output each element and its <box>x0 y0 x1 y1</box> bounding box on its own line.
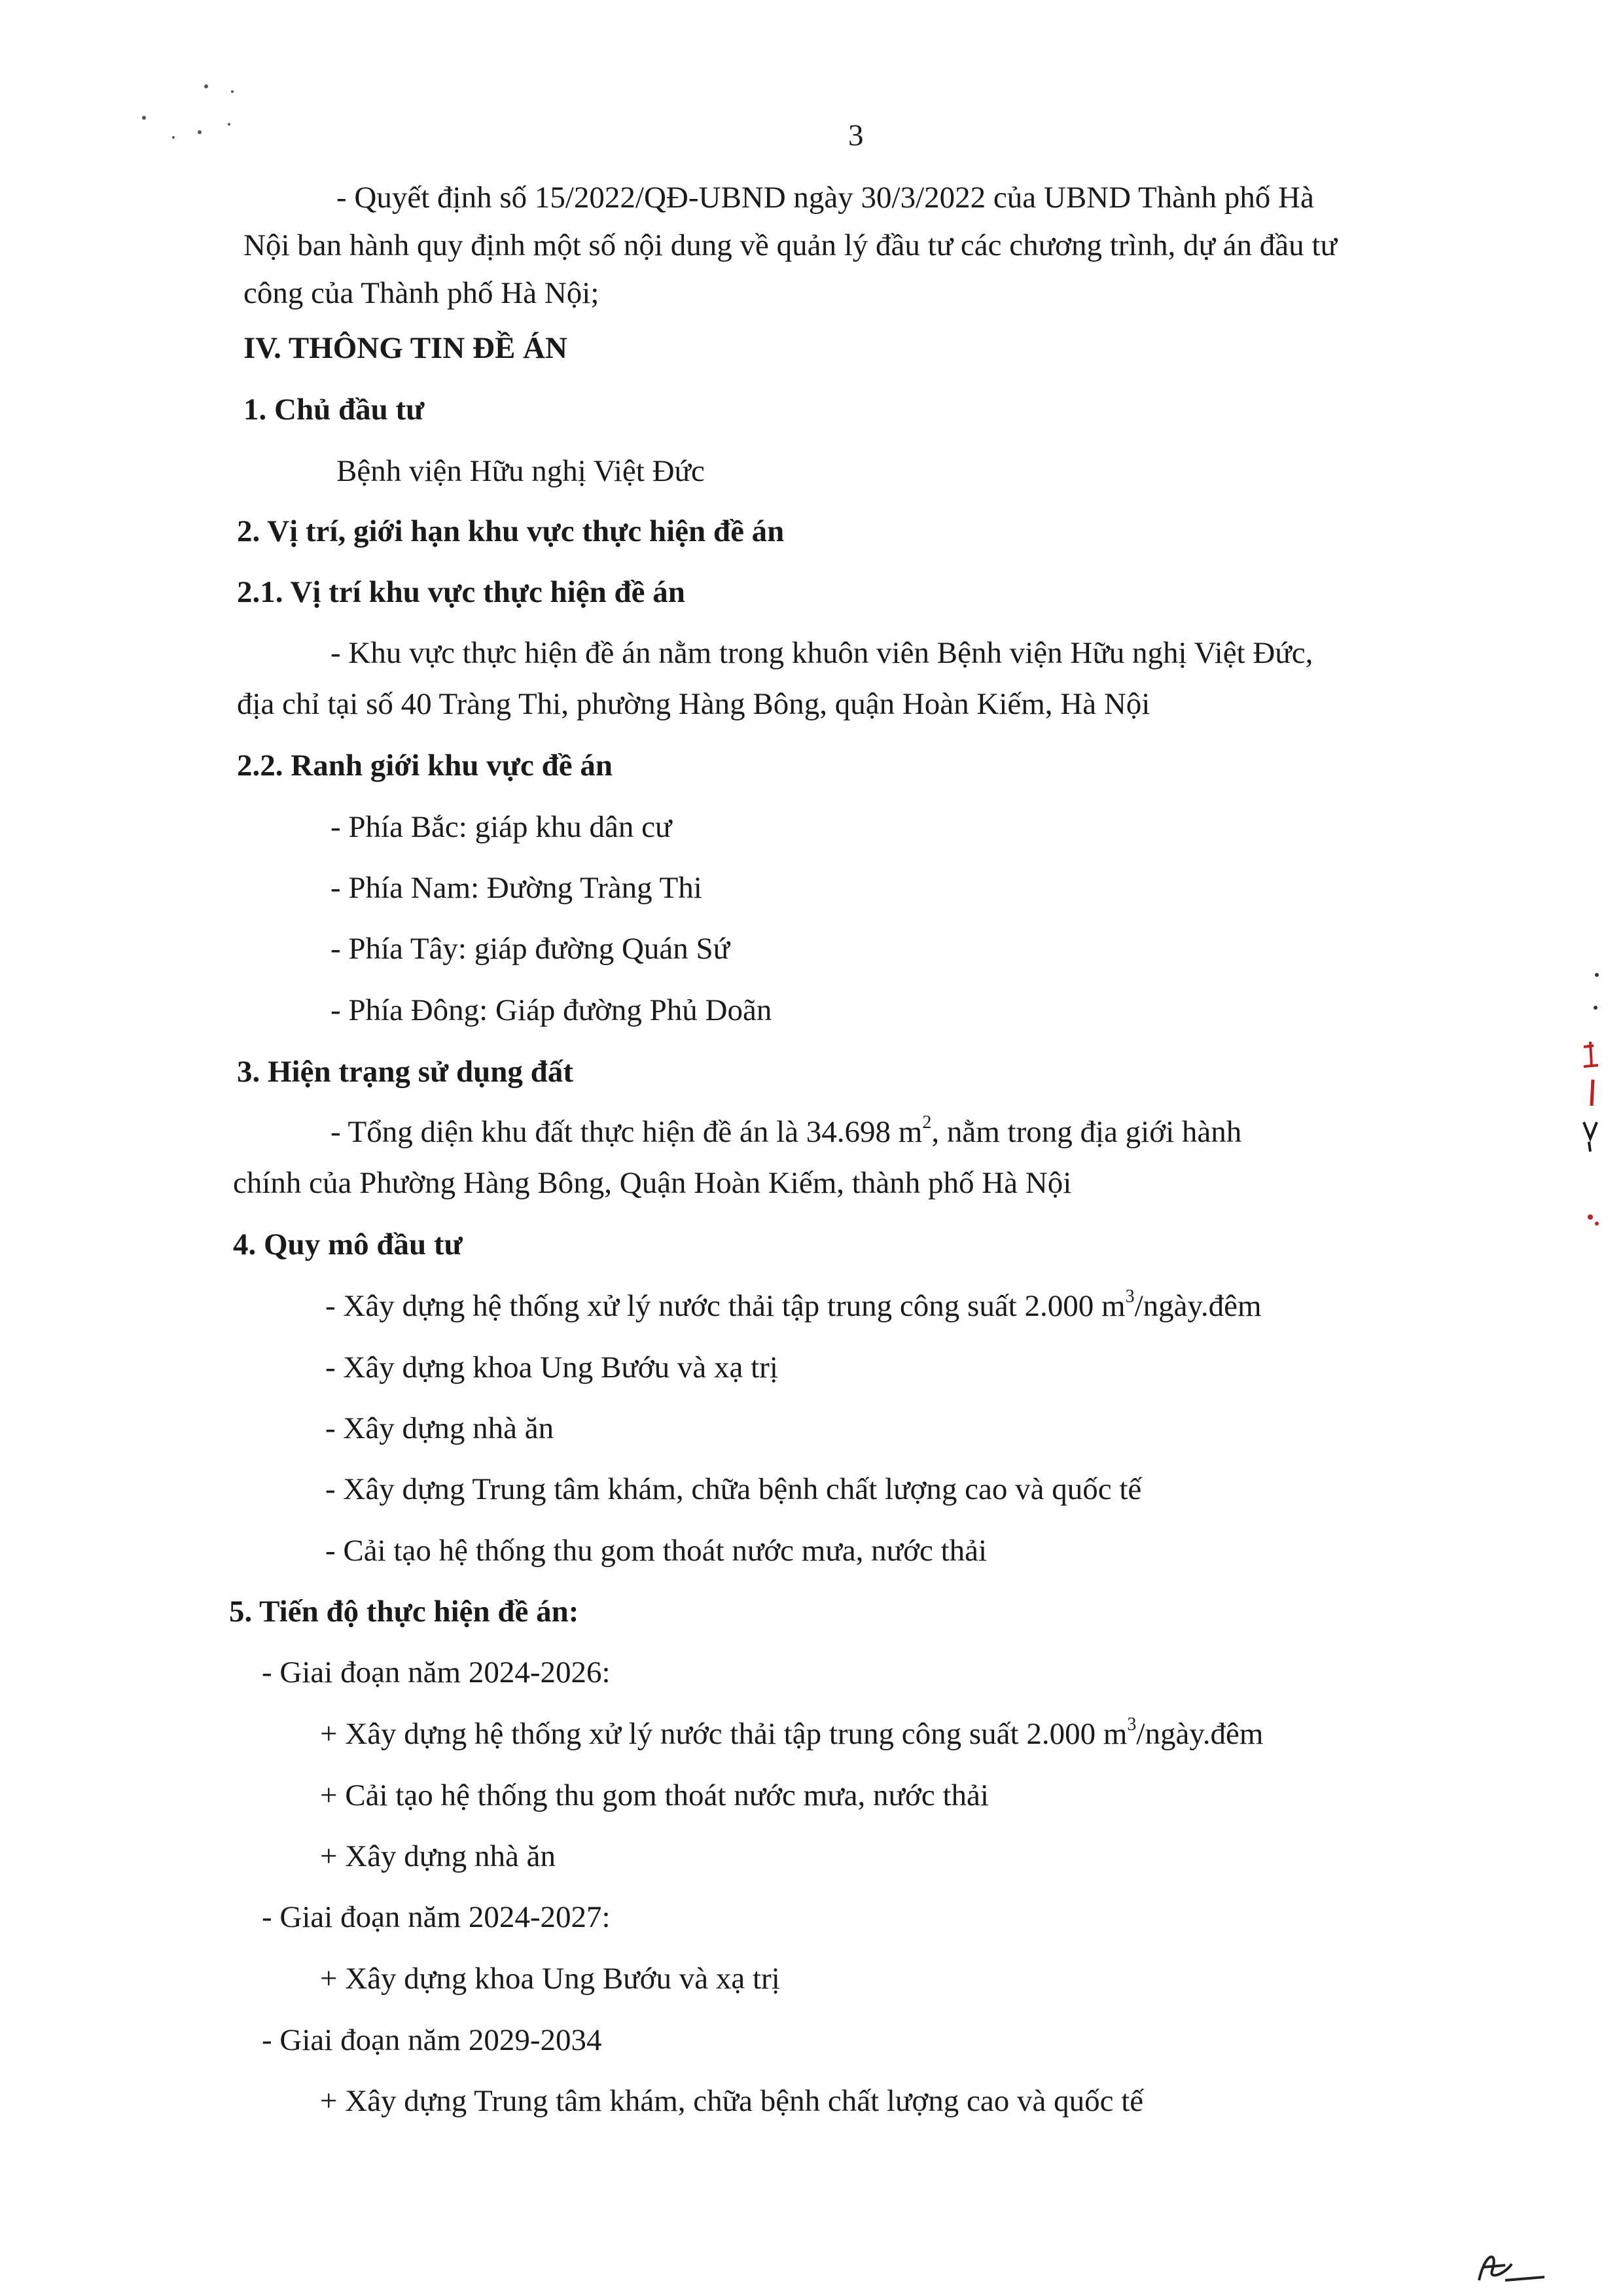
list-item: - Phía Bắc: giáp khu dân cư <box>330 810 672 844</box>
phase-item: + Xây dựng Trung tâm khám, chữa bệnh chất lượng cao và quốc tế <box>320 2084 1144 2118</box>
list-item: - Cải tạo hệ thống thu gom thoát nước mưa, nước thải <box>325 1534 988 1568</box>
list-item: - Xây dựng Trung tâm khám, chữa bệnh chất lượng cao và quốc tế <box>325 1472 1142 1506</box>
body-line: chính của Phường Hàng Bông, Quận Hoàn Kiếm, thành phố Hà Nội <box>233 1166 1072 1200</box>
section-heading: 3. Hiện trạng sử dụng đất <box>237 1055 573 1089</box>
list-item: - Phía Đông: Giáp đường Phủ Doãn <box>330 993 772 1027</box>
phase-label: - Giai đoạn năm 2029-2034 <box>262 2023 602 2057</box>
phase-item: + Xây dựng khoa Ung Bướu và xạ trị <box>320 1962 780 1996</box>
superscript: 3 <box>1127 1714 1137 1735</box>
superscript: 2 <box>922 1112 932 1133</box>
body-line: - Khu vực thực hiện đề án nằm trong khuôn viên Bệnh viện Hữu nghị Việt Đức, <box>330 636 1313 670</box>
body-text: - Tổng diện khu đất thực hiện đề án là 34.698 m <box>330 1115 923 1149</box>
phase-label: - Giai đoạn năm 2024-2027: <box>262 1900 611 1934</box>
subsection-heading: 2.2. Ranh giới khu vực đề án <box>237 749 613 783</box>
section-heading: 2. Vị trí, giới hạn khu vực thực hiện đề án <box>237 514 785 548</box>
body-line: Bệnh viện Hữu nghị Việt Đức <box>336 454 705 488</box>
list-item <box>325 1286 1262 1326</box>
body-line: Nội ban hành quy định một số nội dung về quản lý đầu tư các chương trình, dự án đầu tư <box>243 228 1337 262</box>
body-text: - Xây dựng hệ thống xử lý nước thải tập trung công suất 2.000 m <box>325 1289 1126 1323</box>
body-text: /ngày.đêm <box>1136 1717 1264 1751</box>
body-line: công của Thành phố Hà Nội; <box>243 276 599 310</box>
section-heading: 4. Quy mô đầu tư <box>233 1227 463 1262</box>
body-line <box>330 1112 1241 1152</box>
list-item: - Xây dựng khoa Ung Bướu và xạ trị <box>325 1351 778 1385</box>
section-heading: 5. Tiến độ thực hiện đề án: <box>229 1595 579 1629</box>
phase-label: - Giai đoạn năm 2024-2026: <box>262 1655 611 1689</box>
phase-item: + Xây dựng nhà ăn <box>320 1839 556 1873</box>
list-item: - Xây dựng nhà ăn <box>325 1411 554 1445</box>
list-item: - Phía Nam: Đường Tràng Thi <box>330 871 702 905</box>
body-text: , nằm trong địa giới hành <box>931 1115 1242 1149</box>
body-line: - Quyết định số 15/2022/QĐ-UBND ngày 30/3/2022 của UBND Thành phố Hà <box>336 181 1314 215</box>
section-heading: 1. Chủ đầu tư <box>243 393 425 427</box>
signature-initial <box>1466 2244 1558 2290</box>
subsection-heading: 2.1. Vị trí khu vực thực hiện đề án <box>237 575 685 609</box>
superscript: 3 <box>1125 1286 1135 1307</box>
list-item: - Phía Tây: giáp đường Quán Sứ <box>330 932 730 966</box>
page-number: 3 <box>848 118 864 152</box>
stamp-edge-mark <box>1571 968 1610 1243</box>
body-line: địa chỉ tại số 40 Tràng Thi, phường Hàng Bông, quận Hoàn Kiếm, Hà Nội <box>237 687 1150 721</box>
body-text: /ngày.đêm <box>1134 1289 1262 1323</box>
phase-item: + Cải tạo hệ thống thu gom thoát nước mưa, nước thải <box>320 1778 989 1812</box>
body-text: + Xây dựng hệ thống xử lý nước thải tập trung công suất 2.000 m <box>320 1717 1128 1751</box>
scan-speckles <box>131 72 275 177</box>
section-heading: IV. THÔNG TIN ĐỀ ÁN <box>243 331 567 365</box>
phase-item <box>320 1714 1263 1754</box>
